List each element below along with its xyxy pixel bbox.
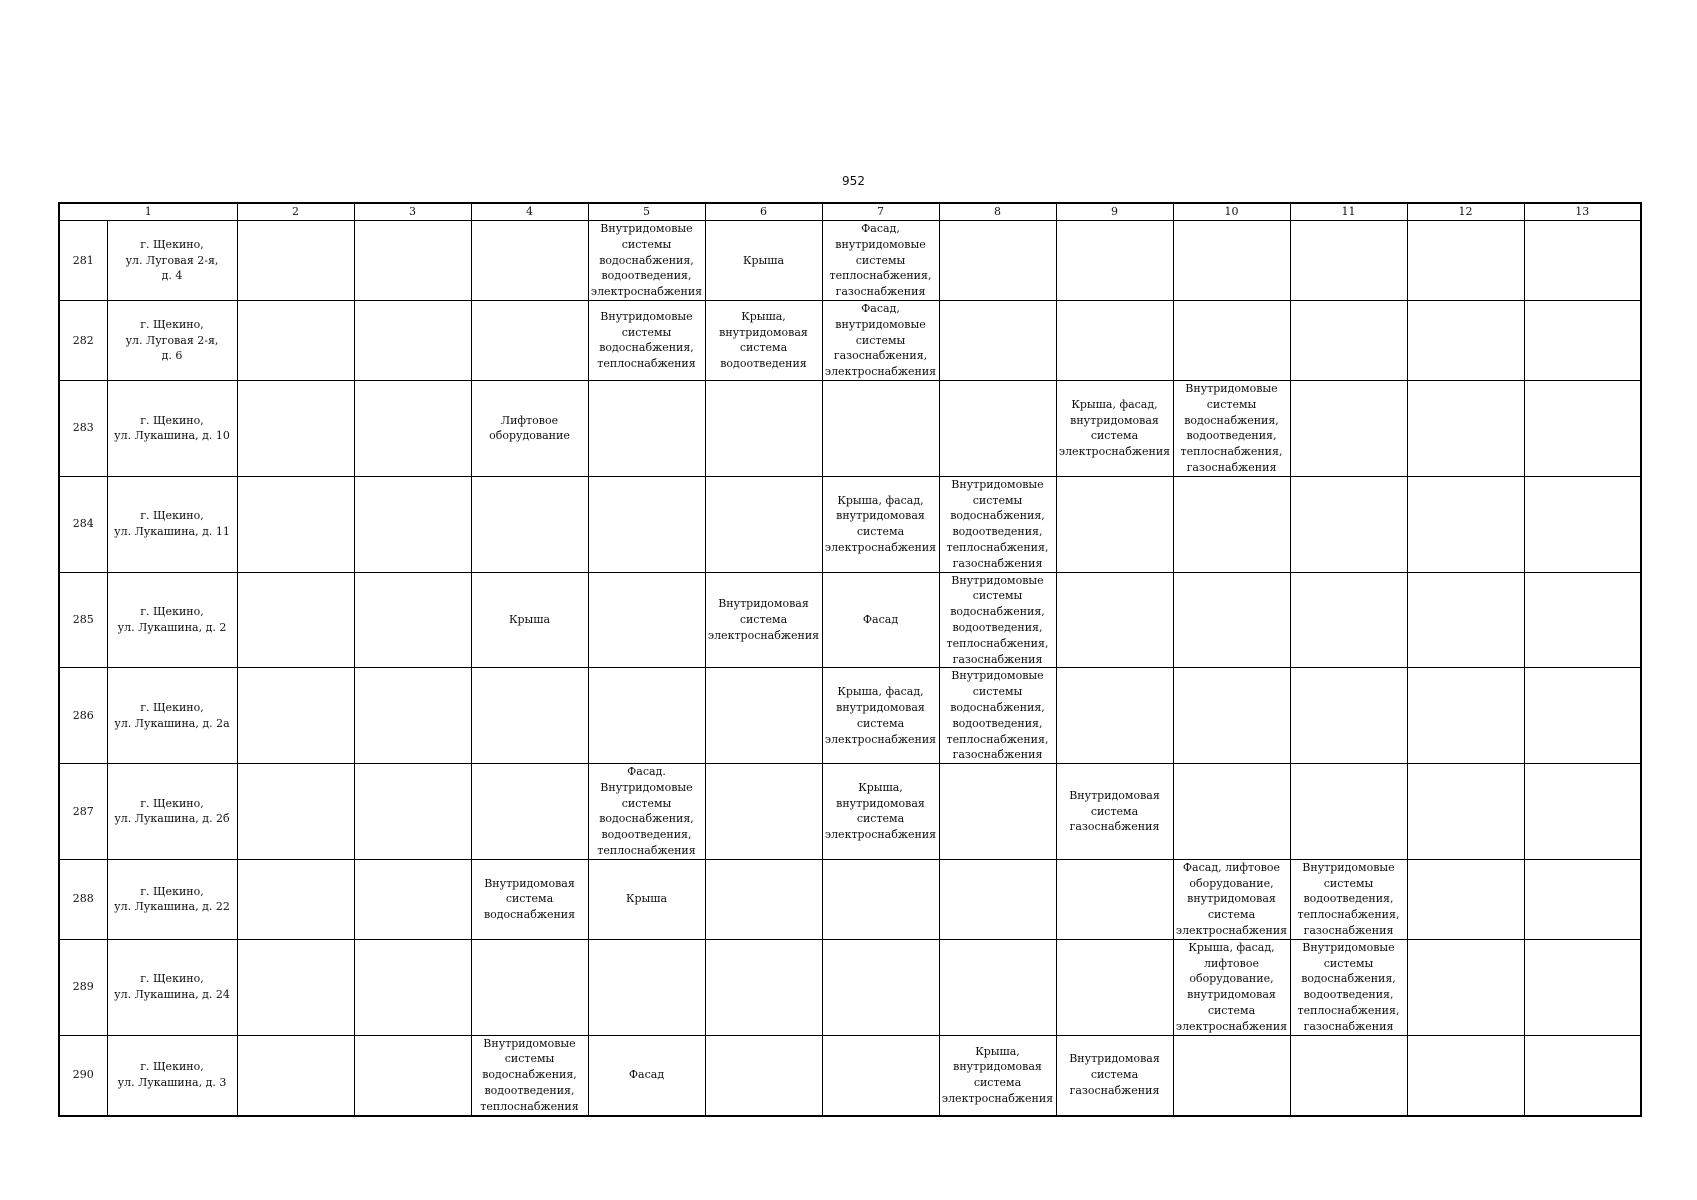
column-header-2: 2 <box>237 203 354 221</box>
cell-col-12 <box>1407 300 1524 380</box>
column-header-9: 9 <box>1056 203 1173 221</box>
cell-col-12 <box>1407 572 1524 668</box>
address-cell <box>107 221 237 301</box>
cell-col-13 <box>1524 476 1641 572</box>
address-cell <box>107 939 237 1035</box>
cell-col-2 <box>237 476 354 572</box>
cell-col-2 <box>237 572 354 668</box>
address-line: г. Щекино, <box>140 884 204 898</box>
address-cell <box>107 859 237 939</box>
column-header-12: 12 <box>1407 203 1524 221</box>
row-number: 284 <box>59 476 107 572</box>
cell-col-8: Крыша, внутридомовая система электроснабжения <box>939 1035 1056 1115</box>
row-number: 286 <box>59 668 107 764</box>
cell-col-11 <box>1290 764 1407 860</box>
cell-col-10 <box>1173 572 1290 668</box>
address-line: ул. Лукашина, д. 11 <box>114 525 230 539</box>
cell-col-9 <box>1056 221 1173 301</box>
address-cell <box>107 764 237 860</box>
cell-col-2 <box>237 939 354 1035</box>
address-cell <box>107 476 237 572</box>
cell-col-13 <box>1524 939 1641 1035</box>
cell-col-5 <box>588 476 705 572</box>
address-line: г. Щекино, <box>140 796 204 810</box>
cell-col-5: Фасад. Внутридомовые системы водоснабжения, водоотведения, теплоснабжения <box>588 764 705 860</box>
address-line: ул. Лукашина, д. 2б <box>114 812 230 826</box>
address-line: ул. Луговая 2-я, <box>125 333 219 347</box>
cell-col-5 <box>588 668 705 764</box>
cell-col-13 <box>1524 572 1641 668</box>
address-cell <box>107 300 237 380</box>
cell-col-6 <box>705 939 822 1035</box>
cell-col-11 <box>1290 380 1407 476</box>
page-number: 952 <box>842 174 865 188</box>
cell-col-10: Фасад, лифтовое оборудование, внутридомовая система электроснабжения <box>1173 859 1290 939</box>
cell-col-5 <box>588 939 705 1035</box>
cell-col-8 <box>939 939 1056 1035</box>
table-row <box>59 476 1641 572</box>
address-line: ул. Лукашина, д. 2а <box>114 716 230 730</box>
cell-col-12 <box>1407 859 1524 939</box>
table-body <box>59 203 1641 1116</box>
cell-col-4 <box>471 300 588 380</box>
cell-col-9 <box>1056 476 1173 572</box>
cell-col-11 <box>1290 668 1407 764</box>
table-row <box>59 572 1641 668</box>
cell-col-12 <box>1407 764 1524 860</box>
cell-col-2 <box>237 221 354 301</box>
cell-col-9 <box>1056 859 1173 939</box>
cell-col-6 <box>705 380 822 476</box>
address-line: г. Щекино, <box>140 237 204 251</box>
cell-col-3 <box>354 300 471 380</box>
cell-col-9 <box>1056 300 1173 380</box>
cell-col-8 <box>939 764 1056 860</box>
cell-col-7 <box>822 939 939 1035</box>
cell-col-11 <box>1290 476 1407 572</box>
cell-col-4: Крыша <box>471 572 588 668</box>
cell-col-3 <box>354 221 471 301</box>
address-line: ул. Лукашина, д. 3 <box>117 1076 227 1090</box>
cell-col-8 <box>939 380 1056 476</box>
cell-col-7 <box>822 380 939 476</box>
column-header-5: 5 <box>588 203 705 221</box>
address-line: д. 4 <box>161 269 183 283</box>
column-header-6: 6 <box>705 203 822 221</box>
cell-col-6 <box>705 859 822 939</box>
address-cell <box>107 380 237 476</box>
cell-col-3 <box>354 572 471 668</box>
cell-col-6 <box>705 476 822 572</box>
table-row <box>59 764 1641 860</box>
cell-col-3 <box>354 764 471 860</box>
header-row <box>59 203 1641 221</box>
cell-col-12 <box>1407 1035 1524 1115</box>
cell-col-7: Фасад, внутридомовые системы газоснабжения, электроснабжения <box>822 300 939 380</box>
address-line: ул. Лукашина, д. 10 <box>114 429 230 443</box>
cell-col-13 <box>1524 764 1641 860</box>
cell-col-3 <box>354 668 471 764</box>
cell-col-2 <box>237 764 354 860</box>
address-cell <box>107 1035 237 1115</box>
cell-col-10 <box>1173 1035 1290 1115</box>
cell-col-3 <box>354 859 471 939</box>
cell-col-2 <box>237 859 354 939</box>
cell-col-3 <box>354 476 471 572</box>
column-header-4: 4 <box>471 203 588 221</box>
cell-col-6 <box>705 764 822 860</box>
cell-col-3 <box>354 380 471 476</box>
address-line: г. Щекино, <box>140 972 204 986</box>
cell-col-5 <box>588 572 705 668</box>
cell-col-8: Внутридомовые системы водоснабжения, водоотведения, теплоснабжения, газоснабжения <box>939 572 1056 668</box>
cell-col-9: Внутридомовая система газоснабжения <box>1056 1035 1173 1115</box>
cell-col-10 <box>1173 764 1290 860</box>
address-line: г. Щекино, <box>140 700 204 714</box>
cell-col-11: Внутридомовые системы водоотведения, теплоснабжения, газоснабжения <box>1290 859 1407 939</box>
row-number: 287 <box>59 764 107 860</box>
cell-col-4 <box>471 764 588 860</box>
cell-col-5: Фасад <box>588 1035 705 1115</box>
cell-col-9 <box>1056 572 1173 668</box>
cell-col-3 <box>354 1035 471 1115</box>
address-line: ул. Лукашина, д. 2 <box>117 620 227 634</box>
row-number: 285 <box>59 572 107 668</box>
cell-col-8 <box>939 300 1056 380</box>
address-line: г. Щекино, <box>140 317 204 331</box>
column-header-8: 8 <box>939 203 1056 221</box>
address-line: ул. Лукашина, д. 22 <box>114 900 230 914</box>
address-cell <box>107 668 237 764</box>
address-line: ул. Луговая 2-я, <box>125 253 219 267</box>
cell-col-9: Внутридомовая система газоснабжения <box>1056 764 1173 860</box>
cell-col-11 <box>1290 1035 1407 1115</box>
cell-col-2 <box>237 380 354 476</box>
cell-col-11 <box>1290 572 1407 668</box>
cell-col-7: Крыша, фасад, внутридомовая система электроснабжения <box>822 668 939 764</box>
column-header-10: 10 <box>1173 203 1290 221</box>
address-line: г. Щекино, <box>140 1060 204 1074</box>
cell-col-13 <box>1524 668 1641 764</box>
table-row <box>59 939 1641 1035</box>
cell-col-7: Крыша, внутридомовая система электроснабжения <box>822 764 939 860</box>
table-row <box>59 668 1641 764</box>
cell-col-10 <box>1173 668 1290 764</box>
table-row <box>59 1035 1641 1115</box>
row-number: 289 <box>59 939 107 1035</box>
row-number: 281 <box>59 221 107 301</box>
cell-col-7: Фасад <box>822 572 939 668</box>
cell-col-4 <box>471 939 588 1035</box>
cell-col-4 <box>471 476 588 572</box>
cell-col-5: Внутридомовые системы водоснабжения, теплоснабжения <box>588 300 705 380</box>
cell-col-10 <box>1173 300 1290 380</box>
address-line: д. 6 <box>161 349 183 363</box>
cell-col-12 <box>1407 476 1524 572</box>
cell-col-6: Внутридомовая система электроснабжения <box>705 572 822 668</box>
cell-col-8: Внутридомовые системы водоснабжения, водоотведения, теплоснабжения, газоснабжения <box>939 668 1056 764</box>
address-line: г. Щекино, <box>140 509 204 523</box>
cell-col-6 <box>705 1035 822 1115</box>
cell-col-11 <box>1290 221 1407 301</box>
cell-col-8 <box>939 859 1056 939</box>
row-number: 290 <box>59 1035 107 1115</box>
cell-col-4 <box>471 221 588 301</box>
row-number: 283 <box>59 380 107 476</box>
column-header-3: 3 <box>354 203 471 221</box>
cell-col-2 <box>237 668 354 764</box>
cell-col-10 <box>1173 476 1290 572</box>
cell-col-9 <box>1056 668 1173 764</box>
cell-col-13 <box>1524 859 1641 939</box>
cell-col-7 <box>822 1035 939 1115</box>
table-row <box>59 221 1641 301</box>
cell-col-10: Внутридомовые системы водоснабжения, водоотведения, теплоснабжения, газоснабжения <box>1173 380 1290 476</box>
cell-col-9 <box>1056 939 1173 1035</box>
cell-col-2 <box>237 300 354 380</box>
address-cell <box>107 572 237 668</box>
cell-col-13 <box>1524 1035 1641 1115</box>
cell-col-12 <box>1407 380 1524 476</box>
cell-col-13 <box>1524 221 1641 301</box>
cell-col-13 <box>1524 300 1641 380</box>
cell-col-5: Внутридомовые системы водоснабжения, водоотведения, электроснабжения <box>588 221 705 301</box>
cell-col-11 <box>1290 300 1407 380</box>
cell-col-12 <box>1407 221 1524 301</box>
row-number: 282 <box>59 300 107 380</box>
table-row <box>59 300 1641 380</box>
cell-col-11: Внутридомовые системы водоснабжения, водоотведения, теплоснабжения, газоснабжения <box>1290 939 1407 1035</box>
table-row <box>59 380 1641 476</box>
address-line: г. Щекино, <box>140 413 204 427</box>
cell-col-4: Внутридомовая система водоснабжения <box>471 859 588 939</box>
cell-col-10: Крыша, фасад, лифтовое оборудование, внутридомовая система электроснабжения <box>1173 939 1290 1035</box>
cell-col-6: Крыша <box>705 221 822 301</box>
cell-col-4 <box>471 668 588 764</box>
cell-col-8 <box>939 221 1056 301</box>
address-line: г. Щекино, <box>140 605 204 619</box>
cell-col-7: Крыша, фасад, внутридомовая система электроснабжения <box>822 476 939 572</box>
row-number: 288 <box>59 859 107 939</box>
column-header-1: 1 <box>59 203 237 221</box>
cell-col-3 <box>354 939 471 1035</box>
data-table <box>58 202 1642 1117</box>
cell-col-9: Крыша, фасад, внутридомовая система электроснабжения <box>1056 380 1173 476</box>
cell-col-10 <box>1173 221 1290 301</box>
column-header-13: 13 <box>1524 203 1641 221</box>
cell-col-6: Крыша, внутридомовая система водоотведения <box>705 300 822 380</box>
cell-col-5 <box>588 380 705 476</box>
cell-col-4: Лифтовое оборудование <box>471 380 588 476</box>
cell-col-4: Внутридомовые системы водоснабжения, водоотведения, теплоснабжения <box>471 1035 588 1115</box>
cell-col-8: Внутридомовые системы водоснабжения, водоотведения, теплоснабжения, газоснабжения <box>939 476 1056 572</box>
cell-col-6 <box>705 668 822 764</box>
address-line: ул. Лукашина, д. 24 <box>114 988 230 1002</box>
cell-col-12 <box>1407 668 1524 764</box>
column-header-11: 11 <box>1290 203 1407 221</box>
cell-col-2 <box>237 1035 354 1115</box>
cell-col-7 <box>822 859 939 939</box>
column-header-7: 7 <box>822 203 939 221</box>
cell-col-7: Фасад, внутридомовые системы теплоснабжения, газоснабжения <box>822 221 939 301</box>
cell-col-13 <box>1524 380 1641 476</box>
cell-col-5: Крыша <box>588 859 705 939</box>
table-row <box>59 859 1641 939</box>
cell-col-12 <box>1407 939 1524 1035</box>
